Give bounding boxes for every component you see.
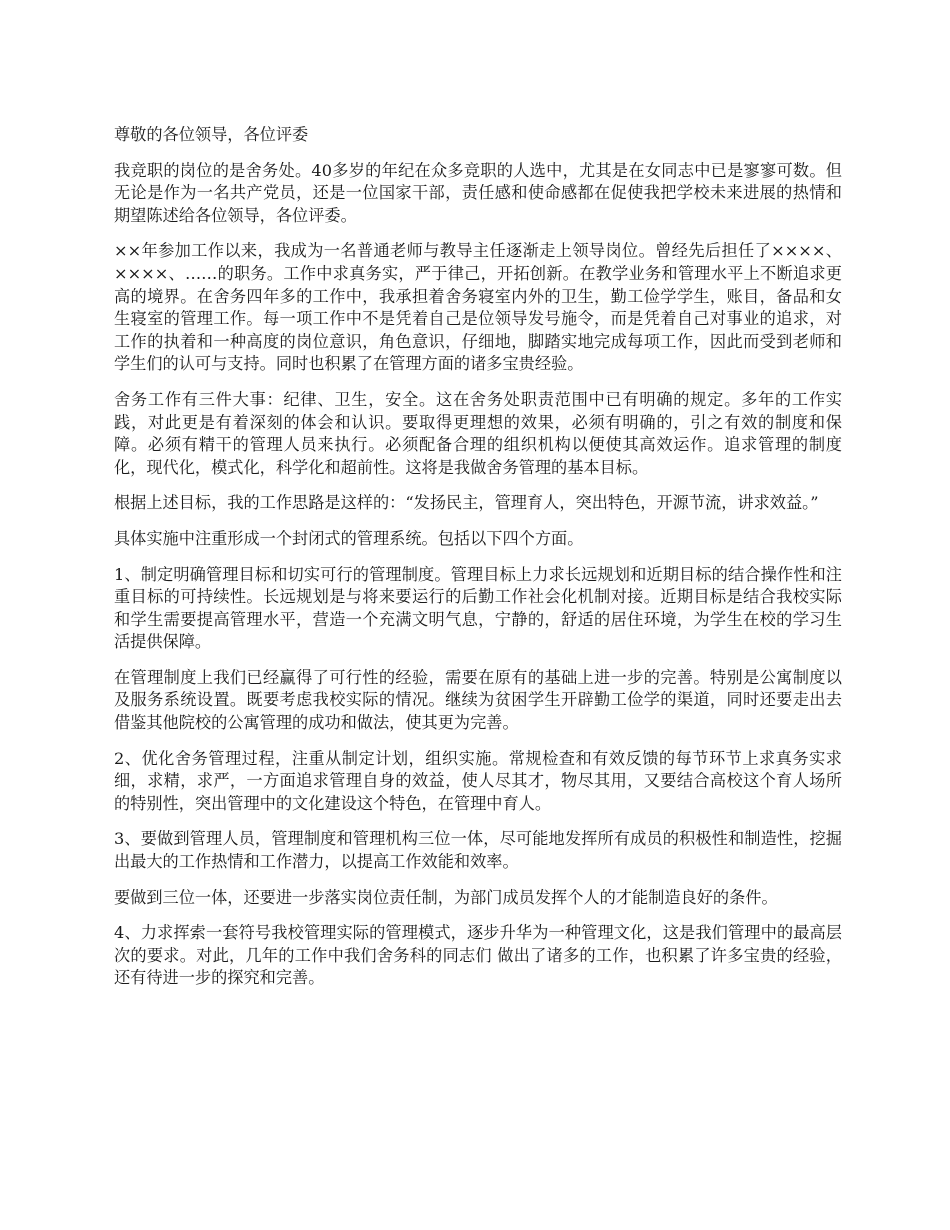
paragraph-intro: 我竞职的岗位的是舍务处。40多岁的年纪在众多竞职的人选中，尤其是在女同志中已是寥寥可数。但无论是作为一名共产党员，还是一位国家干部，责任感和使命感都在促使我把学校未来进展的热情和期望陈述给各位领导，各位评委。 xyxy=(114,160,842,225)
paragraph-point-3: 3、要做到管理人员，管理制度和管理机构三位一体，尽可能地发挥所有成员的积极性和制造性，挖掘出最大的工作热情和工作潜力，以提高工作效能和效率。 xyxy=(114,829,842,872)
paragraph-three-tasks: 舍务工作有三件大事：纪律、卫生，安全。这在舍务处职责范围中已有明确的规定。多年的工作实践，对此更是有着深刻的体会和认识。要取得更理想的效果，必须有明确的，引之有效的制度和保障。必须有精干的管理人员来执行。必须配备合理的组织机构以便使其高效运作。追求管理的制度化，现代化，模式化，科学化和超前性。这将是我做舍务管理的基本目标。 xyxy=(114,389,842,477)
paragraph-management-system: 在管理制度上我们已经赢得了可行性的经验，需要在原有的基础上进一步的完善。特别是公寓制度以及服务系统设置。既要考虑我校实际的情况。继续为贫困学生开辟勤工俭学的渠道，同时还要走出去借鉴其他院校的公寓管理的成功和做法，使其更为完善。 xyxy=(114,667,842,733)
document-body xyxy=(114,124,842,1003)
paragraph-implementation: 具体实施中注重形成一个封闭式的管理系统。包括以下四个方面。 xyxy=(114,528,584,548)
paragraph-point-4: 4、力求挥索一套符号我校管理实际的管理模式，逐步升华为一种管理文化，这是我们管理中的最高层次的要求。对此，几年的工作中我们舍务科的同志们 做出了诸多的工作，也积累了许多宝贵的经验，还有待进一步的探究和完善。 xyxy=(114,923,842,988)
paragraph-point-1: 1、制定明确管理目标和切实可行的管理制度。管理目标上力求长远规划和近期目标的结合操作性和注重目标的可持续性。长远规划是与将来要运行的后勤工作社会化机制对接。近期目标是结合我校实际和学生需要提高管理水平，营造一个充满文明气息，宁静的，舒适的居住环境，为学生在校的学习生活提供保障。 xyxy=(114,564,842,652)
paragraph-point-2: 2、优化舍务管理过程，注重从制定计划，组织实施。常规检查和有效反馈的每节环节上求真务实求细，求精，求严，一方面追求管理自身的效益，使人尽其才，物尽其用，又要结合高校这个育人场所的特别性，突出管理中的文化建设这个特色，在管理中育人。 xyxy=(114,748,842,813)
paragraph-experience: ××年参加工作以来，我成为一名普通老师与教导主任逐渐走上领导岗位。曾经先后担任了××××、××××、……的职务。工作中求真务实，严于律己，开拓创新。在教学业务和管理水平上不断追求更高的境界。在舍务四年多的工作中，我承担着舍务寝室内外的卫生，勤工俭学学生，账目，备品和女生寝室的管理工作。每一项工作中不是凭着自己是位领导发号施令，而是凭着自己对事业的追求，对工作的执着和一种高度的岗位意识，角色意识，仔细地，脚踏实地完成每项工作，因此而受到老师和学生们的认可与支持。同时也积累了在管理方面的诸多宝贵经验。 xyxy=(114,241,842,374)
salutation: 尊敬的各位领导，各位评委 xyxy=(114,125,309,144)
paragraph-responsibility: 要做到三位一体，还要进一步落实岗位责任制，为部门成员发挥个人的才能制造良好的条件。 xyxy=(114,887,778,907)
paragraph-work-approach: 根据上述目标，我的工作思路是这样的：“发扬民主，管理育人，突出特色，开源节流，讲求效益。” xyxy=(114,493,819,513)
